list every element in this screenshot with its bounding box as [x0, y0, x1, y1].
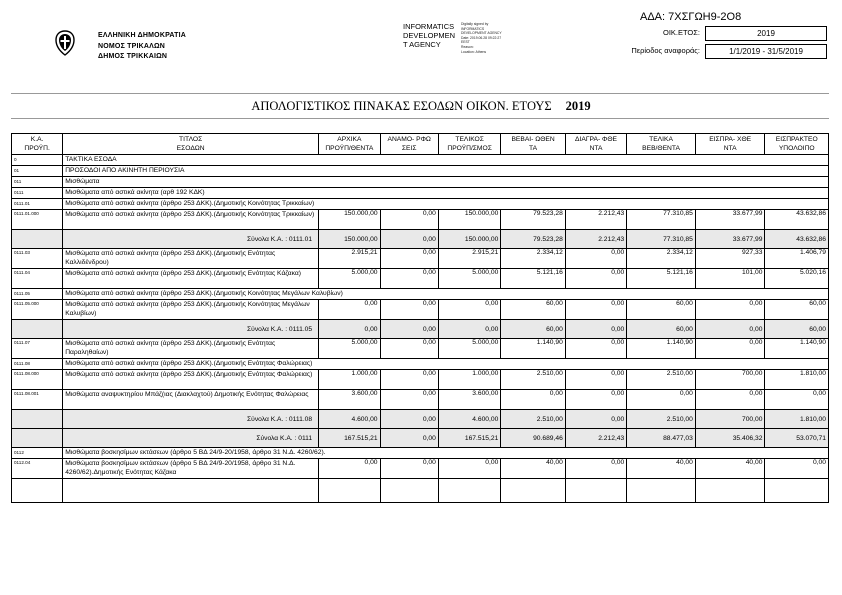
amount-cell: 2.212,43 — [565, 210, 626, 230]
amount-cell: 1.140,90 — [501, 339, 566, 359]
account-title: Μισθώματα από αστικά ακίνητα (άρθρο 253 ΔΚΚ).(Δημοτικής Κοινότητας Τρικκαίων) — [63, 199, 829, 210]
subtotal-amount: 0,00 — [438, 320, 500, 339]
signature-line: INFORMATICS — [461, 26, 485, 31]
amount-cell: 2.510,00 — [627, 370, 696, 390]
table-header-row — [12, 134, 829, 155]
amount-cell: 0,00 — [380, 210, 438, 230]
account-code: 0111.04 — [12, 269, 63, 289]
amount-cell: 3.600,00 — [438, 390, 500, 410]
fiscal-year-label: ΟΙΚ.ΕΤΟΣ: — [662, 28, 700, 37]
account-title: Μισθώματα από αστικά ακίνητα (άρθρο 253 ΔΚΚ).(Δημοτικής Ενότητας Φαλώρειας) — [63, 370, 319, 390]
empty-cell — [765, 479, 829, 503]
table-row — [12, 249, 829, 269]
amount-cell: 60,00 — [501, 300, 566, 320]
fiscal-year-value: 2019 — [705, 26, 827, 41]
subtotal-amount: 167.515,21 — [438, 429, 500, 448]
amount-cell: 0,00 — [565, 339, 626, 359]
report-title-text: ΑΠΟΛΟΓΙΣΤΙΚΟΣ ΠΙΝΑΚΑΣ ΕΣΟΔΩΝ ΟΙΚΟΝ. ΕΤΟΥΣ — [251, 99, 552, 113]
digital-signature-details — [461, 22, 502, 54]
amount-cell: 0,00 — [565, 249, 626, 269]
table-row — [12, 166, 829, 177]
subtotal-row — [12, 429, 829, 448]
amount-cell: 40,00 — [627, 459, 696, 479]
amount-cell: 5.000,00 — [319, 339, 380, 359]
amount-cell: 700,00 — [695, 370, 765, 390]
signature-line: EEST — [461, 40, 470, 45]
amount-cell: 0,00 — [695, 300, 765, 320]
empty-cell — [12, 479, 63, 503]
account-code: 0111.01.000 — [12, 210, 63, 230]
amount-cell: 5.020,16 — [765, 269, 829, 289]
amount-cell: 0,00 — [319, 300, 380, 320]
agency-line: DEVELOPMEN — [403, 31, 456, 40]
subtotal-amount: 167.515,21 — [319, 429, 380, 448]
column-header: ΔΙΑΓΡΑ- ΦΘΕ ΝΤΑ — [565, 134, 626, 155]
account-title: ΠΡΟΣΟΔΟΙ ΑΠΟ ΑΚΙΝΗΤΗ ΠΕΡΙΟΥΣΙΑ — [63, 166, 829, 177]
empty-cell — [12, 429, 63, 448]
table-row — [12, 210, 829, 230]
title-divider — [11, 118, 829, 119]
signature-line: Date: 2019.06.28 09:22:27 — [461, 35, 502, 40]
amount-cell: 2.334,12 — [627, 249, 696, 269]
subtotal-amount: 43.632,86 — [765, 230, 829, 249]
org-line-country: ΕΛΛΗΝΙΚΗ ΔΗΜΟΚΡΑΤΙΑ — [98, 32, 186, 39]
account-code: 0112.04 — [12, 459, 63, 479]
table-row — [12, 300, 829, 320]
amount-cell: 0,00 — [695, 390, 765, 410]
table-row — [12, 177, 829, 188]
amount-cell: 1.810,00 — [765, 370, 829, 390]
account-code: 0111.03 — [12, 249, 63, 269]
greek-emblem-icon — [54, 30, 76, 56]
empty-cell — [627, 479, 696, 503]
amount-cell: 5.000,00 — [438, 339, 500, 359]
empty-cell — [695, 479, 765, 503]
subtotal-amount: 2.212,43 — [565, 429, 626, 448]
account-title: Μισθώματα βοσκησίμων εκτάσεων (άρθρο 5 ΒΔ 24/9-20/1958, άρθρο 31 Ν.Δ. 4260/62).Δημοτικής Ενότητας Κάζακα — [63, 459, 319, 479]
account-code: 0112 — [12, 448, 63, 459]
signing-agency — [403, 22, 455, 49]
amount-cell: 2.334,12 — [501, 249, 566, 269]
subtotal-amount: 150.000,00 — [319, 230, 380, 249]
empty-cell — [380, 479, 438, 503]
subtotal-label: Σύνολα Κ.Α. : 0111.08 — [63, 410, 319, 429]
subtotal-amount: 0,00 — [380, 410, 438, 429]
org-line-municipality: ΔΗΜΟΣ ΤΡΙΚΚΑΙΩΝ — [98, 53, 168, 60]
amount-cell: 0,00 — [565, 390, 626, 410]
table-row — [12, 359, 829, 370]
subtotal-amount: 60,00 — [765, 320, 829, 339]
column-header: ΤΙΤΛΟΣ ΕΣΟΔΩΝ — [63, 134, 319, 155]
subtotal-amount: 700,00 — [695, 410, 765, 429]
amount-cell: 2.915,21 — [319, 249, 380, 269]
empty-cell — [12, 320, 63, 339]
account-title: Μισθώματα αναψυκτηρίου Μπάζ(ιας (Διακλαχτού) Δημοτικής Ενότητας Φαλώρειας — [63, 390, 319, 410]
subtotal-amount: 150.000,00 — [438, 230, 500, 249]
empty-cell — [12, 410, 63, 429]
account-code: 0111.08.001 — [12, 390, 63, 410]
subtotal-amount: 0,00 — [695, 320, 765, 339]
subtotal-amount: 0,00 — [380, 230, 438, 249]
amount-cell: 0,00 — [765, 459, 829, 479]
account-code: 01 — [12, 166, 63, 177]
table-row — [12, 339, 829, 359]
org-line-prefecture: ΝΟΜΟΣ ΤΡΙΚΑΛΩΝ — [98, 42, 166, 50]
subtotal-amount: 33.677,99 — [695, 230, 765, 249]
empty-cell — [319, 479, 380, 503]
account-title: Μισθώματα από αστικά ακίνητα (άρθρο 253 ΔΚΚ).(Δημοτικής Ενότητας Παραληθαίων) — [63, 339, 319, 359]
subtotal-amount: 35.406,32 — [695, 429, 765, 448]
amount-cell: 1.000,00 — [438, 370, 500, 390]
account-code: 0111.08 — [12, 359, 63, 370]
table-row — [12, 459, 829, 479]
column-header: ΕΙΣΠΡΑΚΤΕΟ ΥΠΟΛΟΙΠΟ — [765, 134, 829, 155]
signature-line: Reason: — [461, 44, 474, 49]
subtotal-row — [12, 320, 829, 339]
amount-cell: 5.000,00 — [438, 269, 500, 289]
amount-cell: 0,00 — [380, 300, 438, 320]
column-header: ΑΡΧΙΚΑ ΠΡΟΫΠ/ΘΕΝΤΑ — [319, 134, 380, 155]
subtotal-label: Σύνολα Κ.Α. : 0111 — [63, 429, 319, 448]
account-title: Μισθώματα — [63, 177, 829, 188]
account-code: 0 — [12, 155, 63, 166]
amount-cell: 0,00 — [319, 459, 380, 479]
subtotal-amount: 60,00 — [627, 320, 696, 339]
subtotal-amount: 2.212,43 — [565, 230, 626, 249]
table-row — [12, 448, 829, 459]
amount-cell: 0,00 — [565, 370, 626, 390]
report-title — [0, 99, 842, 114]
amount-cell: 0,00 — [438, 300, 500, 320]
empty-cell — [438, 479, 500, 503]
account-title: Μισθώματα από αστικά ακίνητα (άρθρο 253 ΔΚΚ).(Δημοτικής Κοινότητας Μεγάλων Καλυβίων) — [63, 300, 319, 320]
organization-block — [98, 31, 186, 63]
amount-cell: 0,00 — [627, 390, 696, 410]
subtotal-amount: 4.600,00 — [319, 410, 380, 429]
subtotal-amount: 0,00 — [565, 410, 626, 429]
account-title: Μισθώματα από αστικά ακίνητα (άρθρο 253 ΔΚΚ).(Δημοτικής Ενότητας Κάζακα) — [63, 269, 319, 289]
amount-cell: 2.510,00 — [501, 370, 566, 390]
amount-cell: 0,00 — [438, 459, 500, 479]
report-title-year: 2019 — [565, 99, 591, 113]
amount-cell: 77.310,85 — [627, 210, 696, 230]
amount-cell: 0,00 — [380, 390, 438, 410]
amount-cell: 60,00 — [765, 300, 829, 320]
amount-cell: 60,00 — [627, 300, 696, 320]
amount-cell: 79.523,28 — [501, 210, 566, 230]
account-title: Μισθώματα βοσκησίμων εκτάσεων (άρθρο 5 ΒΔ 24/9-20/1958, άρθρο 31 Ν.Δ. 4260/62). — [63, 448, 829, 459]
account-title: Μισθώματα από αστικά ακίνητα (άρθρο 253 ΔΚΚ).(Δημοτικής Κοινότητας Τρικκαίων) — [63, 210, 319, 230]
signature-line: DEVELOPMENT AGENCY — [461, 31, 502, 36]
period-label: Περίοδος αναφοράς: — [631, 46, 700, 55]
amount-cell: 40,00 — [695, 459, 765, 479]
column-header: ΒΕΒΑΙ- ΩΘΕΝ ΤΑ — [501, 134, 566, 155]
amount-cell: 0,00 — [380, 339, 438, 359]
empty-cell — [565, 479, 626, 503]
account-code: 0111 — [12, 188, 63, 199]
ada-code: ΑΔΑ: 7ΧΣΓΩΗ9-2Ο8 — [640, 11, 742, 23]
subtotal-amount: 77.310,85 — [627, 230, 696, 249]
amount-cell: 0,00 — [380, 269, 438, 289]
amount-cell: 0,00 — [380, 459, 438, 479]
amount-cell: 5.000,00 — [319, 269, 380, 289]
subtotal-row — [12, 410, 829, 429]
blank-row — [12, 479, 829, 503]
empty-cell — [501, 479, 566, 503]
subtotal-amount: 60,00 — [501, 320, 566, 339]
agency-line: T AGENCY — [403, 40, 441, 49]
account-code: 0111.05 — [12, 289, 63, 300]
account-title: Μισθώματα από αστικά ακίνητα (άρθρο 253 ΔΚΚ).(Δημοτικής Ενότητας Φαλώρειας) — [63, 359, 829, 370]
account-code: 0111.05.000 — [12, 300, 63, 320]
amount-cell: 0,00 — [765, 390, 829, 410]
table-row — [12, 199, 829, 210]
subtotal-label: Σύνολα Κ.Α. : 0111.01 — [63, 230, 319, 249]
signature-line: Digitally signed by — [461, 22, 489, 26]
amount-cell: 33.677,99 — [695, 210, 765, 230]
revenue-table — [11, 133, 829, 503]
amount-cell: 101,00 — [695, 269, 765, 289]
amount-cell: 1.000,00 — [319, 370, 380, 390]
amount-cell: 2.915,21 — [438, 249, 500, 269]
empty-cell — [63, 479, 319, 503]
column-header: ΑΝΑΜΟ- ΡΦΩ ΣΕΙΣ — [380, 134, 438, 155]
header-divider — [11, 93, 829, 94]
amount-cell: 927,33 — [695, 249, 765, 269]
subtotal-amount: 0,00 — [380, 429, 438, 448]
amount-cell: 1.406,79 — [765, 249, 829, 269]
signature-line: Location: Athens — [461, 49, 487, 54]
amount-cell: 1.140,90 — [627, 339, 696, 359]
account-code: 0111.01 — [12, 199, 63, 210]
agency-line: INFORMATICS — [403, 22, 455, 31]
column-header: ΤΕΛΙΚΟΣ ΠΡΟΫΠ/ΣΜΟΣ — [438, 134, 500, 155]
table-row — [12, 188, 829, 199]
table-row — [12, 155, 829, 166]
subtotal-amount: 53.070,71 — [765, 429, 829, 448]
subtotal-amount: 2.510,00 — [501, 410, 566, 429]
amount-cell: 0,00 — [380, 249, 438, 269]
table-row — [12, 289, 829, 300]
subtotal-amount: 88.477,03 — [627, 429, 696, 448]
subtotal-amount: 0,00 — [319, 320, 380, 339]
amount-cell: 0,00 — [565, 300, 626, 320]
subtotal-row — [12, 230, 829, 249]
empty-cell — [12, 230, 63, 249]
amount-cell: 0,00 — [501, 390, 566, 410]
account-title: ΤΑΚΤΙΚΑ ΕΣΟΔΑ — [63, 155, 829, 166]
column-header: ΕΙΣΠΡΑ- ΧΘΕ ΝΤΑ — [695, 134, 765, 155]
amount-cell: 40,00 — [501, 459, 566, 479]
amount-cell: 150.000,00 — [438, 210, 500, 230]
table-row — [12, 370, 829, 390]
account-code: 0111.07 — [12, 339, 63, 359]
account-title: Μισθώματα από αστικά ακίνητα (άρθρο 253 ΔΚΚ).(Δημοτικής Ενότητας Καλλιδένδρου) — [63, 249, 319, 269]
amount-cell: 0,00 — [380, 370, 438, 390]
subtotal-amount: 2.510,00 — [627, 410, 696, 429]
subtotal-amount: 90.689,46 — [501, 429, 566, 448]
subtotal-amount: 0,00 — [565, 320, 626, 339]
subtotal-label: Σύνολα Κ.Α. : 0111.05 — [63, 320, 319, 339]
subtotal-amount: 79.523,28 — [501, 230, 566, 249]
column-header: ΤΕΛΙΚΑ ΒΕΒ/ΘΕΝΤΑ — [627, 134, 696, 155]
amount-cell: 3.600,00 — [319, 390, 380, 410]
column-header: Κ.Α. ΠΡΟΫΠ. — [12, 134, 63, 155]
table-row — [12, 390, 829, 410]
account-code: 011 — [12, 177, 63, 188]
amount-cell: 150.000,00 — [319, 210, 380, 230]
account-code: 0111.08.000 — [12, 370, 63, 390]
account-title: Μισθώματα από αστικά ακίνητα (αρθ 192 ΚΔΚ) — [63, 188, 829, 199]
amount-cell: 0,00 — [565, 269, 626, 289]
subtotal-amount: 1.810,00 — [765, 410, 829, 429]
subtotal-amount: 4.600,00 — [438, 410, 500, 429]
amount-cell: 5.121,16 — [501, 269, 566, 289]
amount-cell: 43.632,86 — [765, 210, 829, 230]
table-row — [12, 269, 829, 289]
period-value: 1/1/2019 - 31/5/2019 — [705, 44, 827, 59]
subtotal-amount: 0,00 — [380, 320, 438, 339]
amount-cell: 0,00 — [695, 339, 765, 359]
account-title: Μισθώματα από αστικά ακίνητα (άρθρο 253 ΔΚΚ).(Δημοτικής Κοινότητας Μεγάλων Καλυβίων) — [63, 289, 829, 300]
amount-cell: 1.140,90 — [765, 339, 829, 359]
amount-cell: 5.121,16 — [627, 269, 696, 289]
amount-cell: 0,00 — [565, 459, 626, 479]
